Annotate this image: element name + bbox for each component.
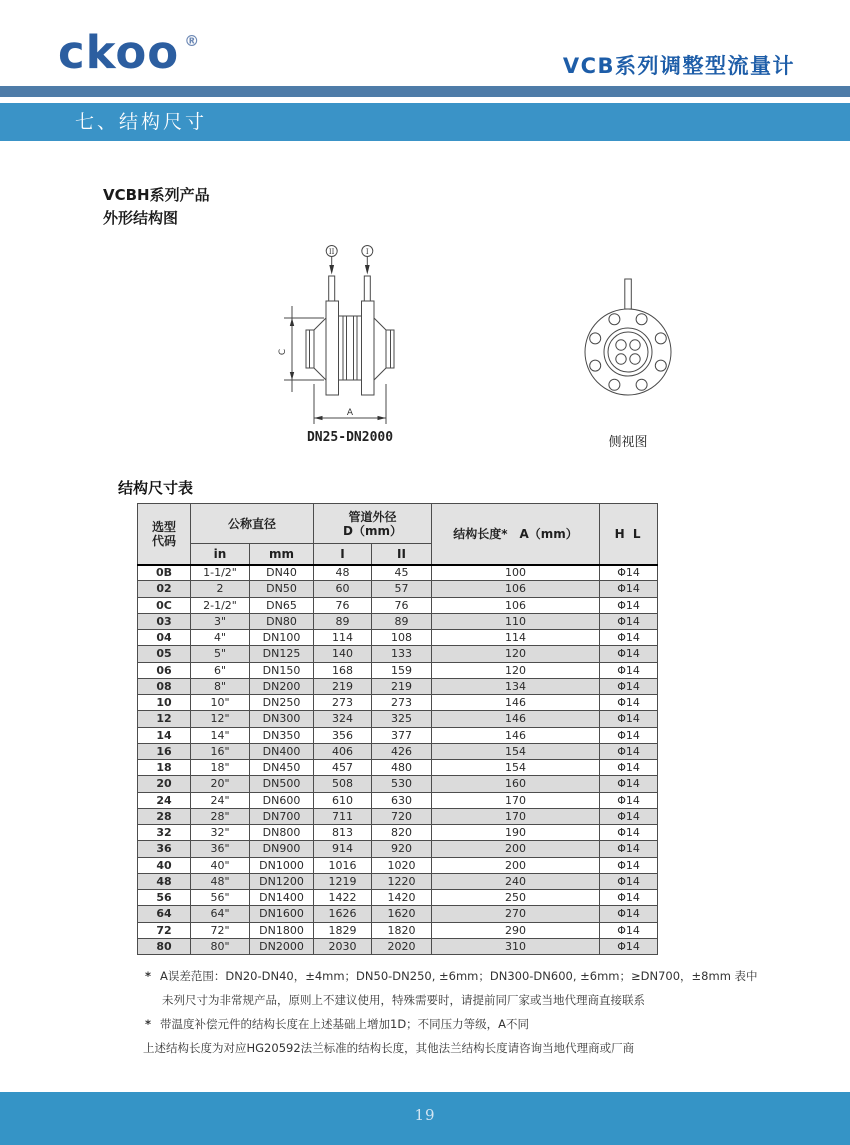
table-cell: 170 xyxy=(432,808,600,824)
table-cell: Φ14 xyxy=(600,938,658,954)
table-cell: 108 xyxy=(372,630,432,646)
table-cell: 14" xyxy=(191,727,250,743)
table-cell: Φ14 xyxy=(600,711,658,727)
table-row xyxy=(138,890,658,906)
table-cell: 40 xyxy=(138,857,191,873)
table-cell: 110 xyxy=(432,613,600,629)
table-cell: Φ14 xyxy=(600,646,658,662)
table-cell: 406 xyxy=(314,743,372,759)
header-code-line1: 选型 xyxy=(151,519,176,534)
table-cell: 114 xyxy=(432,630,600,646)
table-cell: 36 xyxy=(138,841,191,857)
logo-text: ckoo xyxy=(58,26,180,79)
table-cell: 3" xyxy=(191,613,250,629)
table-cell: 18" xyxy=(191,760,250,776)
front-view-drawing xyxy=(278,246,394,425)
table-cell: 36" xyxy=(191,841,250,857)
header-od-line2: D（mm） xyxy=(343,523,403,538)
table-cell: 02 xyxy=(138,581,191,597)
table-cell: Φ14 xyxy=(600,597,658,613)
table-cell: 219 xyxy=(314,678,372,694)
table-cell: DN125 xyxy=(250,646,314,662)
side-view-drawing xyxy=(585,279,671,395)
table-cell: 28" xyxy=(191,808,250,824)
table-cell: 4" xyxy=(191,630,250,646)
table-row xyxy=(138,906,658,922)
table-cell: Φ14 xyxy=(600,630,658,646)
table-cell: 920 xyxy=(372,841,432,857)
table-cell: 120 xyxy=(432,646,600,662)
table-cell: 426 xyxy=(372,743,432,759)
header-divider-band xyxy=(0,86,850,97)
company-logo xyxy=(58,26,201,79)
table-cell: Φ14 xyxy=(600,565,658,581)
table-cell: DN900 xyxy=(250,841,314,857)
table-cell: DN2000 xyxy=(250,938,314,954)
table-cell: Φ14 xyxy=(600,825,658,841)
table-row xyxy=(138,808,658,824)
table-cell: DN1400 xyxy=(250,890,314,906)
table-cell: 324 xyxy=(314,711,372,727)
note-text: 未列尺寸为非常规产品，原则上不建议使用，特殊需要时，请提前同厂家或当地代理商直接联系 xyxy=(162,993,645,1007)
table-cell: Φ14 xyxy=(600,873,658,889)
table-cell: 1420 xyxy=(372,890,432,906)
table-cell: DN350 xyxy=(250,727,314,743)
table-cell: 146 xyxy=(432,727,600,743)
table-cell: 56" xyxy=(191,890,250,906)
table-cell: 106 xyxy=(432,581,600,597)
table-row xyxy=(138,938,658,954)
table-row xyxy=(138,841,658,857)
table-row xyxy=(138,857,658,873)
table-cell: 8" xyxy=(191,678,250,694)
table-cell: 508 xyxy=(314,776,372,792)
header-nominal-diameter: 公称直径 xyxy=(191,504,314,544)
header-code-line2: 代码 xyxy=(151,533,176,548)
table-cell: 0B xyxy=(138,565,191,581)
table-cell: 20" xyxy=(191,776,250,792)
table-row xyxy=(138,695,658,711)
table-cell: 6" xyxy=(191,662,250,678)
table-cell: 170 xyxy=(432,792,600,808)
table-cell: DN800 xyxy=(250,825,314,841)
table-cell: DN1600 xyxy=(250,906,314,922)
dimension-c-label: C xyxy=(278,348,288,356)
table-cell: 08 xyxy=(138,678,191,694)
table-cell: 76 xyxy=(314,597,372,613)
table-cell: 240 xyxy=(432,873,600,889)
table-cell: DN600 xyxy=(250,792,314,808)
table-cell: 154 xyxy=(432,760,600,776)
table-cell: DN1800 xyxy=(250,922,314,938)
table-cell: Φ14 xyxy=(600,792,658,808)
header-od-line1: 管道外径 xyxy=(348,509,397,524)
table-cell: 1820 xyxy=(372,922,432,938)
table-row xyxy=(138,646,658,662)
table-cell: DN450 xyxy=(250,760,314,776)
table-cell: 190 xyxy=(432,825,600,841)
table-cell: 356 xyxy=(314,727,372,743)
table-cell: Φ14 xyxy=(600,743,658,759)
registered-trademark-icon: ® xyxy=(184,32,201,50)
table-row xyxy=(138,630,658,646)
table-cell: Φ14 xyxy=(600,678,658,694)
table-row xyxy=(138,581,658,597)
table-cell: 10" xyxy=(191,695,250,711)
table-row xyxy=(138,922,658,938)
table-cell: Φ14 xyxy=(600,841,658,857)
note-bullet: * xyxy=(145,1017,152,1031)
table-cell: 310 xyxy=(432,938,600,954)
table-cell: 159 xyxy=(372,662,432,678)
table-cell: 820 xyxy=(372,825,432,841)
table-cell: 1620 xyxy=(372,906,432,922)
table-cell: 1422 xyxy=(314,890,372,906)
table-cell: Φ14 xyxy=(600,906,658,922)
table-cell: 2 xyxy=(191,581,250,597)
note-line xyxy=(145,968,758,984)
table-cell: 04 xyxy=(138,630,191,646)
table-cell: 72 xyxy=(138,922,191,938)
table-cell: 146 xyxy=(432,711,600,727)
table-cell: 200 xyxy=(432,857,600,873)
table-cell: Φ14 xyxy=(600,760,658,776)
table-cell: 48 xyxy=(138,873,191,889)
note-line xyxy=(162,992,645,1008)
table-cell: 720 xyxy=(372,808,432,824)
table-cell: 89 xyxy=(314,613,372,629)
table-cell: 273 xyxy=(372,695,432,711)
front-view-label: DN25-DN2000 xyxy=(306,430,394,445)
structure-drawings xyxy=(270,238,700,448)
table-cell: 377 xyxy=(372,727,432,743)
table-cell: 530 xyxy=(372,776,432,792)
table-cell: 28 xyxy=(138,808,191,824)
table-cell: 120 xyxy=(432,662,600,678)
table-cell: Φ14 xyxy=(600,695,658,711)
table-cell: 14 xyxy=(138,727,191,743)
table-cell: 114 xyxy=(314,630,372,646)
table-cell: 80" xyxy=(191,938,250,954)
dimension-table-body xyxy=(138,565,658,955)
table-cell: DN50 xyxy=(250,581,314,597)
table-cell: 18 xyxy=(138,760,191,776)
figure-caption-line2: 外形结构图 xyxy=(103,209,179,227)
table-cell: 1829 xyxy=(314,922,372,938)
figure-caption xyxy=(103,184,210,230)
table-cell: 72" xyxy=(191,922,250,938)
table-row xyxy=(138,873,658,889)
table-cell: 40" xyxy=(191,857,250,873)
table-cell: 270 xyxy=(432,906,600,922)
table-cell: 250 xyxy=(432,890,600,906)
table-cell: DN150 xyxy=(250,662,314,678)
figure-caption-line1: VCBH系列产品 xyxy=(103,186,210,204)
table-cell: 2020 xyxy=(372,938,432,954)
table-cell: DN80 xyxy=(250,613,314,629)
dimension-table xyxy=(137,503,658,955)
table-cell: 290 xyxy=(432,922,600,938)
table-cell: 32 xyxy=(138,825,191,841)
table-cell: 1-1/2" xyxy=(191,565,250,581)
table-cell: Φ14 xyxy=(600,922,658,938)
table-cell: 711 xyxy=(314,808,372,824)
table-cell: DN700 xyxy=(250,808,314,824)
table-cell: 200 xyxy=(432,841,600,857)
table-cell: 89 xyxy=(372,613,432,629)
table-cell: 56 xyxy=(138,890,191,906)
table-cell: 630 xyxy=(372,792,432,808)
table-cell: 57 xyxy=(372,581,432,597)
table-cell: 106 xyxy=(432,597,600,613)
side-view-label: 侧视图 xyxy=(608,435,648,450)
table-cell: DN1200 xyxy=(250,873,314,889)
note-line xyxy=(143,1040,634,1056)
table-cell: DN100 xyxy=(250,630,314,646)
table-cell: 32" xyxy=(191,825,250,841)
table-cell: 76 xyxy=(372,597,432,613)
table-cell: 1219 xyxy=(314,873,372,889)
document-title: VCB系列调整型流量计 xyxy=(562,54,795,78)
note-text: A误差范围：DN20-DN40，±4mm；DN50-DN250, ±6mm；DN300-DN600, ±6mm；≥DN700，±8mm 表中 xyxy=(160,969,758,983)
table-title: 结构尺寸表 xyxy=(118,479,194,497)
table-cell: 48 xyxy=(314,565,372,581)
table-cell: Φ14 xyxy=(600,581,658,597)
table-cell: 160 xyxy=(432,776,600,792)
table-row xyxy=(138,597,658,613)
table-row xyxy=(138,711,658,727)
table-cell: 2-1/2" xyxy=(191,597,250,613)
table-row xyxy=(138,727,658,743)
table-cell: Φ14 xyxy=(600,776,658,792)
table-cell: 325 xyxy=(372,711,432,727)
header-unit-in: in xyxy=(191,544,250,565)
header-od-ii: II xyxy=(372,544,432,565)
table-cell: 45 xyxy=(372,565,432,581)
table-cell: 133 xyxy=(372,646,432,662)
table-cell: 03 xyxy=(138,613,191,629)
table-row xyxy=(138,613,658,629)
dimension-a-label: A xyxy=(346,408,354,418)
table-cell: DN500 xyxy=(250,776,314,792)
header-outer-diameter xyxy=(314,504,432,544)
section-title-bar xyxy=(0,103,850,141)
table-row xyxy=(138,825,658,841)
table-cell: 10 xyxy=(138,695,191,711)
table-cell: 154 xyxy=(432,743,600,759)
table-cell: 134 xyxy=(432,678,600,694)
table-cell: 480 xyxy=(372,760,432,776)
table-cell: 80 xyxy=(138,938,191,954)
table-row xyxy=(138,678,658,694)
table-cell: 610 xyxy=(314,792,372,808)
table-cell: 1626 xyxy=(314,906,372,922)
table-cell: DN250 xyxy=(250,695,314,711)
table-cell: 140 xyxy=(314,646,372,662)
section-title: 七、结构尺寸 xyxy=(75,111,208,133)
table-cell: 168 xyxy=(314,662,372,678)
table-cell: Φ14 xyxy=(600,857,658,873)
table-cell: 48" xyxy=(191,873,250,889)
probe-ii-label: II xyxy=(328,248,335,256)
table-cell: 813 xyxy=(314,825,372,841)
table-cell: 100 xyxy=(432,565,600,581)
header-code xyxy=(138,504,191,565)
table-cell: Φ14 xyxy=(600,613,658,629)
table-cell: 06 xyxy=(138,662,191,678)
table-row xyxy=(138,662,658,678)
table-cell: 24 xyxy=(138,792,191,808)
table-cell: 219 xyxy=(372,678,432,694)
table-row xyxy=(138,776,658,792)
table-cell: Φ14 xyxy=(600,808,658,824)
page-footer xyxy=(0,1092,850,1145)
header-hl: H L xyxy=(600,504,658,565)
table-cell: DN65 xyxy=(250,597,314,613)
table-cell: 64" xyxy=(191,906,250,922)
table-cell: 60 xyxy=(314,581,372,597)
table-cell: DN200 xyxy=(250,678,314,694)
note-text: 带温度补偿元件的结构长度在上述基础上增加1D；不同压力等级，A不同 xyxy=(160,1017,530,1031)
table-cell: 12" xyxy=(191,711,250,727)
table-cell: 05 xyxy=(138,646,191,662)
header-structure-length: 结构长度* A（mm） xyxy=(432,504,600,565)
table-row xyxy=(138,760,658,776)
table-cell: 1220 xyxy=(372,873,432,889)
page-number: 19 xyxy=(414,1106,436,1124)
table-cell: 2030 xyxy=(314,938,372,954)
table-cell: 16 xyxy=(138,743,191,759)
table-row xyxy=(138,743,658,759)
table-row xyxy=(138,792,658,808)
table-cell: 273 xyxy=(314,695,372,711)
table-cell: Φ14 xyxy=(600,890,658,906)
table-header xyxy=(138,504,658,565)
table-cell: 457 xyxy=(314,760,372,776)
table-cell: 0C xyxy=(138,597,191,613)
table-cell: DN40 xyxy=(250,565,314,581)
table-cell: 914 xyxy=(314,841,372,857)
table-cell: DN400 xyxy=(250,743,314,759)
table-cell: 16" xyxy=(191,743,250,759)
table-cell: 24" xyxy=(191,792,250,808)
table-cell: 12 xyxy=(138,711,191,727)
table-cell: 20 xyxy=(138,776,191,792)
table-cell: 1016 xyxy=(314,857,372,873)
note-text: 上述结构长度为对应HG20592法兰标准的结构长度，其他法兰结构长度请咨询当地代理商或厂商 xyxy=(143,1041,635,1055)
table-cell: Φ14 xyxy=(600,727,658,743)
table-cell: 146 xyxy=(432,695,600,711)
table-row xyxy=(138,565,658,581)
table-cell: 5" xyxy=(191,646,250,662)
table-cell: DN1000 xyxy=(250,857,314,873)
header-od-i: I xyxy=(314,544,372,565)
table-cell: Φ14 xyxy=(600,662,658,678)
probe-i-label: I xyxy=(365,248,369,256)
table-cell: DN300 xyxy=(250,711,314,727)
note-line xyxy=(145,1016,529,1032)
table-cell: 64 xyxy=(138,906,191,922)
note-bullet: * xyxy=(145,969,152,983)
header-unit-mm: mm xyxy=(250,544,314,565)
table-cell: 1020 xyxy=(372,857,432,873)
